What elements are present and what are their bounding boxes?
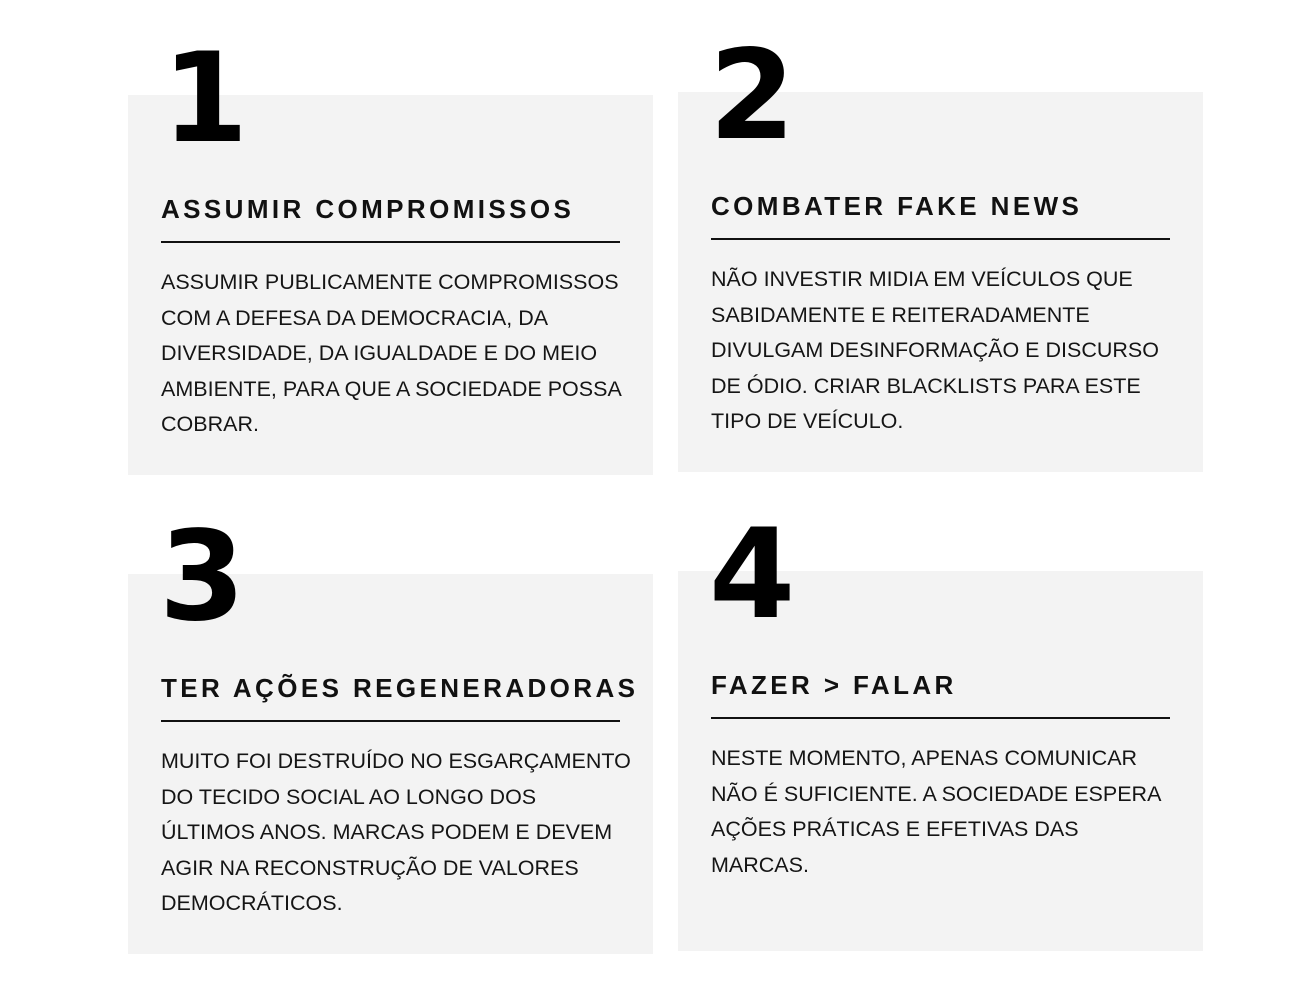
card-title: TER AÇÕES REGENERADORAS [161, 673, 639, 703]
divider [161, 241, 620, 243]
card-body: ASSUMIR PUBLICAMENTE COMPROMISSOS COM A DEFESA DA DEMOCRACIA, DA DIVERSIDADE, DA IGUALDADE E DO MEIO AMBIENTE, PARA QUE A SOCIEDADE POSSA COBRAR. [161, 270, 621, 437]
card-number: 4 [709, 503, 794, 647]
card-body: MUITO FOI DESTRUÍDO NO ESGARÇAMENTO DO TECIDO SOCIAL AO LONGO DOS ÚLTIMOS ANOS. MARCAS PODEM E DEVEM AGIR NA RECONSTRUÇÃO DE VALORES DEMOCRÁTICOS. [161, 749, 631, 916]
divider [161, 720, 620, 722]
card-title: ASSUMIR COMPROMISSOS [161, 194, 575, 224]
card-number: 2 [709, 24, 794, 168]
card-body: NÃO INVESTIR MIDIA EM VEÍCULOS QUE SABIDAMENTE E REITERADAMENTE DIVULGAM DESINFORMAÇÃO E DISCURSO DE ÓDIO. CRIAR BLACKLISTS PARA ESTE TIPO DE VEÍCULO. [711, 267, 1159, 434]
divider [711, 717, 1170, 719]
card-body: NESTE MOMENTO, APENAS COMUNICAR NÃO É SUFICIENTE. A SOCIEDADE ESPERA AÇÕES PRÁTICAS E EFETIVAS DAS MARCAS. [711, 746, 1161, 877]
card-title: FAZER > FALAR [711, 670, 957, 700]
card-number: 1 [162, 27, 247, 171]
divider [711, 238, 1170, 240]
card-title: COMBATER FAKE NEWS [711, 191, 1083, 221]
card-number: 3 [159, 505, 244, 649]
